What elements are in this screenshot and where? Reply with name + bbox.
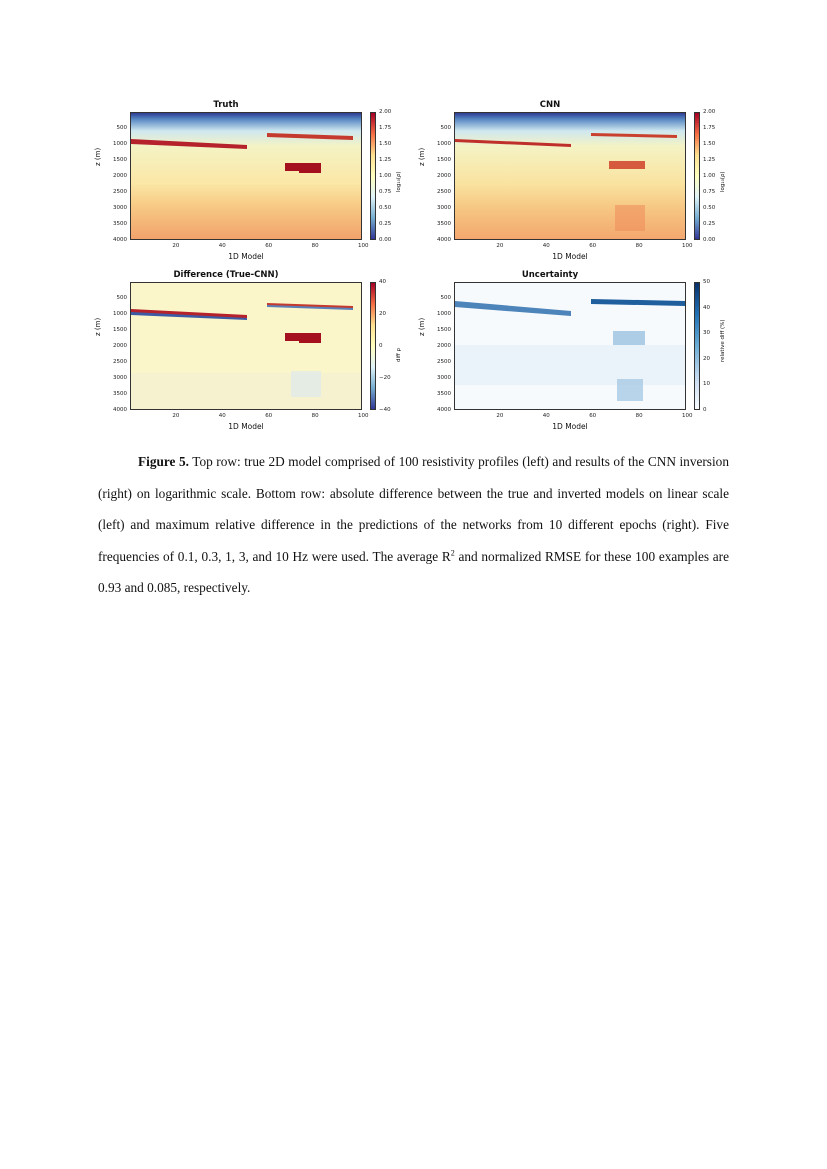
colorbar-tick-label: 0.00 [379,237,392,243]
colorbar-tick-label: 40 [379,279,386,285]
y-tick-label: 3000 [113,375,127,381]
y-tick-label: 500 [116,295,127,301]
colorbar-label: diff ρ [396,347,402,362]
y-tick-label: 500 [440,125,451,131]
y-tick-label: 500 [440,295,451,301]
colorbar-label: log₁₀(ρ) [720,171,726,192]
caption-label: Figure 5. [138,454,189,469]
heatmap-cnn [454,112,686,240]
colorbar-tick-label: 0.75 [703,189,716,195]
x-tick-label: 20 [172,243,180,249]
y-tick-label: 2000 [113,343,127,349]
y-tick-label: 2500 [113,359,127,365]
x-tick-label: 100 [682,243,693,249]
caption-text-2: and normalized RMSE for these 100 examples are 0.93 and 0.085, respectively. [98,548,729,595]
colorbar-tick-label: −20 [379,375,391,381]
colorbar-tick-label: 0.50 [703,205,716,211]
x-tick-label: 100 [682,413,693,419]
colorbar-tick-label: 0 [379,343,383,349]
heatmap-difference [130,282,362,410]
colorbar-tick-label: 1.25 [379,157,392,163]
y-tick-label: 2000 [437,343,451,349]
caption-text-1: Top row: true 2D model comprised of 100 resistivity profiles (left) and results of the CNN inversion (right) on logarithmic scale. Bottom row: absolute difference between the true and inverted models on linear scale (left) and maximum relative difference in the predictions of the networks from 10 different epochs (right). Five frequencies of 0.1, 0.3, 1, 3, and 10 Hz were used. The average R [98,454,729,564]
x-axis-label: 1D Model [228,252,264,261]
colorbar-tick-label: 1.75 [703,125,716,131]
y-tick-label: 500 [116,125,127,131]
y-tick-label: 2500 [437,359,451,365]
y-tick-label: 2500 [113,189,127,195]
y-tick-label: 3000 [113,205,127,211]
y-tick-label: 1500 [113,327,127,333]
y-tick-label: 4000 [437,237,451,243]
x-tick-label: 40 [218,413,226,419]
colorbar [370,112,376,240]
panel-title: CNN [539,100,561,110]
x-axis-label: 1D Model [552,252,588,261]
y-tick-label: 4000 [113,407,127,413]
x-tick-label: 80 [635,243,643,249]
x-tick-label: 80 [635,413,643,419]
heatmap-uncertainty [454,282,686,410]
colorbar-tick-label: 0.75 [379,189,392,195]
y-tick-label: 3500 [113,391,127,397]
y-tick-label: 1000 [437,141,451,147]
colorbar [694,282,700,410]
y-axis-label: z (m) [418,147,426,166]
x-tick-label: 20 [172,413,180,419]
y-tick-label: 1000 [113,311,127,317]
colorbar-tick-label: 20 [703,355,710,362]
y-tick-label: 1000 [437,311,451,317]
y-axis-label: z (m) [94,317,102,336]
y-tick-label: 4000 [113,237,127,243]
colorbar-tick-label: 1.25 [703,157,716,163]
y-tick-label: 2000 [113,173,127,179]
colorbar-tick-label: 0 [703,407,707,413]
x-tick-label: 100 [358,243,369,249]
panel-title: Truth [213,100,239,110]
figure-5 [96,96,736,436]
x-tick-label: 20 [496,413,504,419]
colorbar-tick-label: 0.25 [379,221,392,227]
y-tick-label: 2500 [437,189,451,195]
colorbar-label: log₁₀(ρ) [396,171,402,192]
colorbar-tick-label: 1.00 [703,173,716,179]
y-tick-label: 2000 [437,173,451,179]
colorbar-tick-label: 40 [703,304,710,311]
colorbar-tick-label: 20 [379,311,386,317]
y-tick-label: 3000 [437,375,451,381]
y-tick-label: 1500 [437,327,451,333]
y-tick-label: 1500 [113,157,127,163]
y-tick-label: 3500 [113,221,127,227]
y-tick-label: 3500 [437,391,451,397]
colorbar-tick-label: 50 [703,279,710,285]
colorbar-tick-label: −40 [379,407,391,413]
panel-truth [96,96,416,266]
colorbar-tick-label: 0.00 [703,237,716,243]
x-tick-label: 60 [589,243,597,249]
y-tick-label: 1000 [113,141,127,147]
panel-uncertainty [420,266,740,436]
colorbar-tick-label: 1.50 [379,141,392,147]
y-tick-label: 4000 [437,407,451,413]
x-tick-label: 60 [265,413,273,419]
x-axis-label: 1D Model [228,422,264,431]
x-tick-label: 80 [311,243,319,249]
heatmap-truth [130,112,362,240]
colorbar-tick-label: 1.50 [703,141,716,147]
x-tick-label: 40 [542,413,550,419]
x-tick-label: 40 [218,243,226,249]
y-tick-label: 3000 [437,205,451,211]
x-tick-label: 60 [589,413,597,419]
y-axis-label: z (m) [418,317,426,336]
panel-title: Difference (True-CNN) [173,270,279,280]
panel-title: Uncertainty [521,270,579,280]
x-tick-label: 100 [358,413,369,419]
colorbar-tick-label: 1.75 [379,125,392,131]
colorbar-tick-label: 1.00 [379,173,392,179]
x-tick-label: 40 [542,243,550,249]
colorbar-tick-label: 2.00 [379,109,392,115]
figure-caption [98,446,729,604]
y-tick-label: 3500 [437,221,451,227]
x-tick-label: 80 [311,413,319,419]
panel-difference [96,266,416,436]
caption-superscript: 2 [450,548,455,558]
x-tick-label: 60 [265,243,273,249]
x-tick-label: 20 [496,243,504,249]
x-axis-label: 1D Model [552,422,588,431]
y-axis-label: z (m) [94,147,102,166]
colorbar [370,282,376,410]
y-tick-label: 1500 [437,157,451,163]
colorbar [694,112,700,240]
colorbar-tick-label: 2.00 [703,109,716,115]
colorbar-tick-label: 0.50 [379,205,392,211]
panel-cnn [420,96,740,266]
colorbar-tick-label: 10 [703,381,710,388]
colorbar-tick-label: 0.25 [703,221,716,227]
colorbar-label: relative diff (%) [720,319,726,362]
colorbar-tick-label: 30 [703,330,710,337]
